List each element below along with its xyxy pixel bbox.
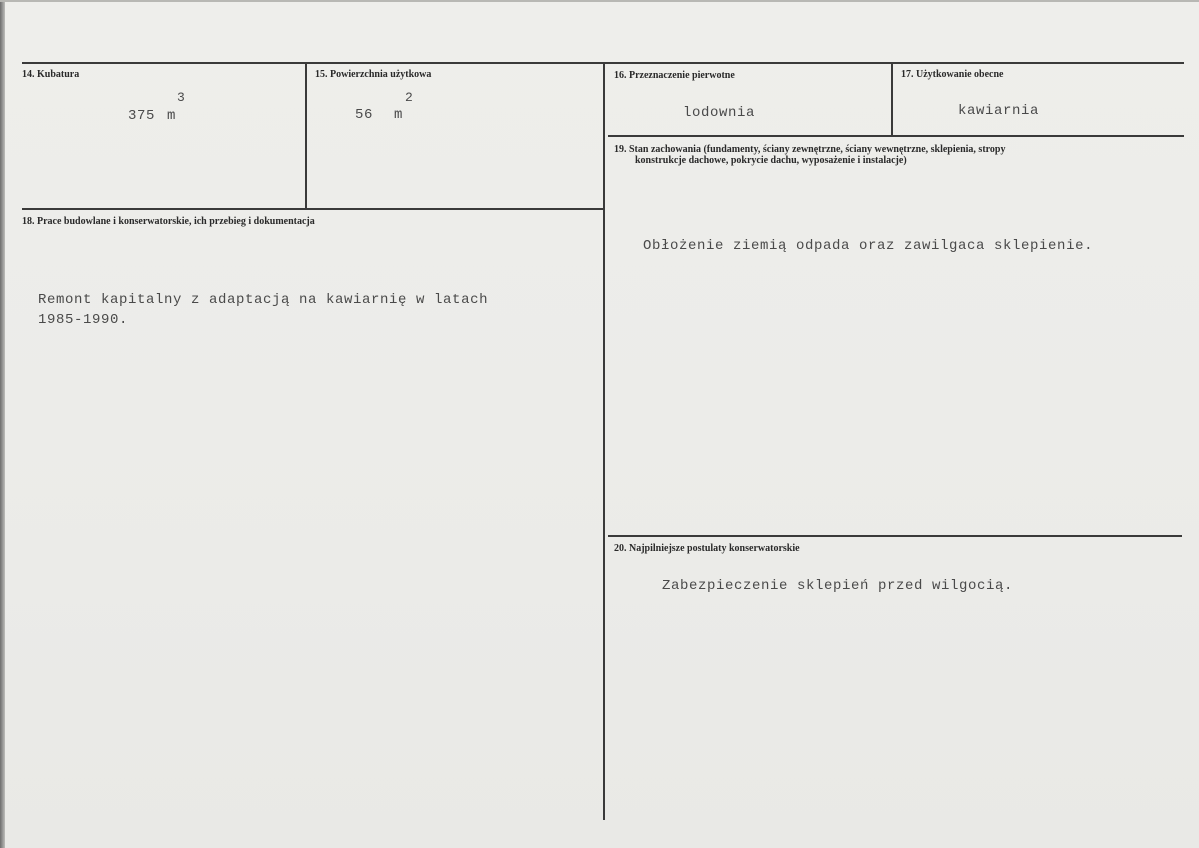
powierzchnia-exponent: 2: [405, 90, 414, 105]
kubatura-unit: m: [167, 108, 177, 124]
przeznaczenie-value: lodownia: [683, 105, 756, 121]
postulaty-value: Zabezpieczenie sklepień przed wilgocią.: [662, 578, 1014, 594]
kubatura-exponent: 3: [177, 90, 186, 105]
card-left-edge: [0, 0, 5, 848]
field-14-label: 14. Kubatura: [22, 69, 80, 80]
field-18-label: 18. Prace budowlane i konserwatorskie, ich przebieg i dokumentacja: [22, 216, 315, 227]
kubatura-value: 375: [128, 108, 156, 124]
prace-text-line2: 1985-1990.: [38, 312, 129, 328]
divider-14-15: [305, 62, 307, 209]
field-17-label: 17. Użytkowanie obecne: [901, 69, 1004, 80]
powierzchnia-value: 56: [355, 107, 374, 123]
rule-under-14-15: [22, 208, 605, 210]
field-20-label: 20. Najpilniejsze postulaty konserwatorskie: [614, 543, 800, 554]
field-16-label: 16. Przeznaczenie pierwotne: [614, 70, 735, 81]
uzytkowanie-value: kawiarnia: [958, 103, 1040, 119]
powierzchnia-unit: m: [394, 107, 404, 123]
card-top-edge: [0, 0, 1199, 2]
divider-16-17: [891, 62, 893, 136]
stan-value: Obłożenie ziemią odpada oraz zawilgaca sklepienie.: [643, 238, 1094, 254]
rule-under-16-17: [608, 135, 1184, 137]
center-divider: [603, 62, 605, 820]
field-15-label: 15. Powierzchnia użytkowa: [315, 69, 432, 80]
field-19-label-line2: konstrukcje dachowe, pokrycie dachu, wyposażenie i instalacje): [635, 155, 907, 166]
rule-above-20: [608, 535, 1182, 537]
prace-text-line1: Remont kapitalny z adaptacją na kawiarnię w latach: [38, 292, 489, 308]
field-19-label-line1: 19. Stan zachowania (fundamenty, ściany zewnętrzne, ściany wewnętrzne, sklepienia, stropy: [614, 144, 1006, 155]
